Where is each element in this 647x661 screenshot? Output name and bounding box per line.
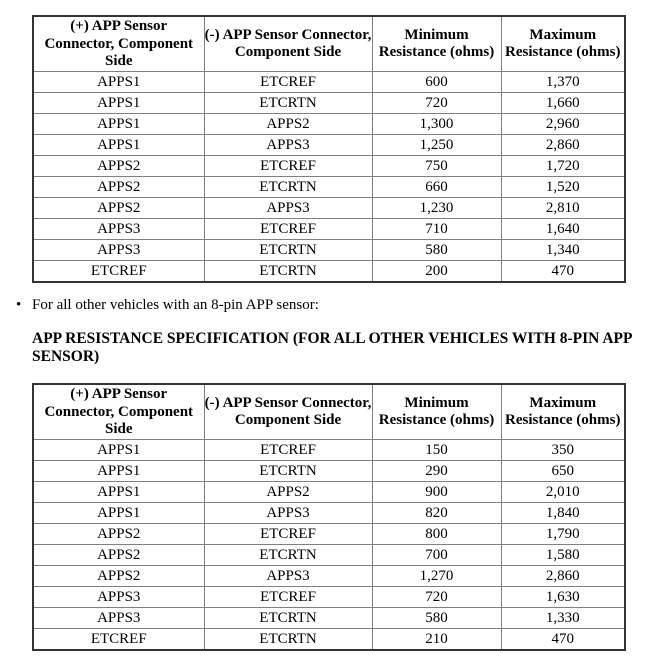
positive-connector-cell: APPS1 xyxy=(33,439,204,460)
negative-connector-cell: APPS3 xyxy=(204,197,372,218)
maximum-resistance-cell: 1,640 xyxy=(501,218,625,239)
negative-connector-cell: ETCRTN xyxy=(204,460,372,481)
table-row xyxy=(33,439,625,460)
table-row xyxy=(33,607,625,628)
maximum-resistance-cell: 2,960 xyxy=(501,113,625,134)
positive-connector-cell: APPS2 xyxy=(33,523,204,544)
negative-connector-cell: ETCREF xyxy=(204,71,372,92)
negative-connector-cell: APPS3 xyxy=(204,134,372,155)
minimum-resistance-cell: 1,250 xyxy=(372,134,501,155)
positive-connector-cell: ETCREF xyxy=(33,628,204,650)
negative-connector-cell: ETCRTN xyxy=(204,92,372,113)
maximum-resistance-cell: 650 xyxy=(501,460,625,481)
negative-connector-cell: ETCRTN xyxy=(204,239,372,260)
positive-connector-cell: APPS2 xyxy=(33,155,204,176)
minimum-resistance-cell: 720 xyxy=(372,586,501,607)
maximum-resistance-cell: 2,860 xyxy=(501,134,625,155)
header-minimum-resistance: Minimum Resistance (ohms) xyxy=(372,384,501,439)
negative-connector-cell: ETCRTN xyxy=(204,260,372,282)
table-row xyxy=(33,460,625,481)
minimum-resistance-cell: 660 xyxy=(372,176,501,197)
minimum-resistance-cell: 720 xyxy=(372,92,501,113)
minimum-resistance-cell: 900 xyxy=(372,481,501,502)
table-row xyxy=(33,481,625,502)
negative-connector-cell: APPS3 xyxy=(204,565,372,586)
table-row xyxy=(33,71,625,92)
table-row xyxy=(33,523,625,544)
minimum-resistance-cell: 200 xyxy=(372,260,501,282)
minimum-resistance-cell: 1,300 xyxy=(372,113,501,134)
bullet-item xyxy=(16,297,319,314)
negative-connector-cell: APPS2 xyxy=(204,113,372,134)
header-positive-connector: (+) APP Sensor Connector, Component Side xyxy=(33,384,204,439)
section-title: APP RESISTANCE SPECIFICATION (FOR ALL OTHER VEHICLES WITH 8-PIN APP SENSOR) xyxy=(32,330,632,365)
positive-connector-cell: APPS2 xyxy=(33,565,204,586)
header-negative-connector: (-) APP Sensor Connector, Component Side xyxy=(204,16,372,71)
minimum-resistance-cell: 600 xyxy=(372,71,501,92)
minimum-resistance-cell: 1,270 xyxy=(372,565,501,586)
negative-connector-cell: ETCREF xyxy=(204,439,372,460)
header-negative-connector: (-) APP Sensor Connector, Component Side xyxy=(204,384,372,439)
table-row xyxy=(33,260,625,282)
maximum-resistance-cell: 470 xyxy=(501,260,625,282)
minimum-resistance-cell: 580 xyxy=(372,607,501,628)
table-row xyxy=(33,544,625,565)
bullet-text: For all other vehicles with an 8-pin APP sensor: xyxy=(32,297,319,313)
maximum-resistance-cell: 1,330 xyxy=(501,607,625,628)
table-row xyxy=(33,113,625,134)
negative-connector-cell: ETCREF xyxy=(204,523,372,544)
table-row xyxy=(33,586,625,607)
negative-connector-cell: ETCRTN xyxy=(204,628,372,650)
maximum-resistance-cell: 2,810 xyxy=(501,197,625,218)
header-maximum-resistance: Maximum Resistance (ohms) xyxy=(501,16,625,71)
minimum-resistance-cell: 750 xyxy=(372,155,501,176)
minimum-resistance-cell: 150 xyxy=(372,439,501,460)
negative-connector-cell: ETCRTN xyxy=(204,176,372,197)
minimum-resistance-cell: 800 xyxy=(372,523,501,544)
table-row xyxy=(33,92,625,113)
positive-connector-cell: APPS1 xyxy=(33,92,204,113)
table-row xyxy=(33,628,625,650)
table-row xyxy=(33,502,625,523)
positive-connector-cell: APPS3 xyxy=(33,586,204,607)
positive-connector-cell: APPS2 xyxy=(33,544,204,565)
positive-connector-cell: APPS1 xyxy=(33,502,204,523)
maximum-resistance-cell: 1,370 xyxy=(501,71,625,92)
negative-connector-cell: APPS3 xyxy=(204,502,372,523)
maximum-resistance-cell: 1,630 xyxy=(501,586,625,607)
negative-connector-cell: ETCRTN xyxy=(204,607,372,628)
table-row xyxy=(33,134,625,155)
minimum-resistance-cell: 1,230 xyxy=(372,197,501,218)
negative-connector-cell: ETCREF xyxy=(204,586,372,607)
table-row xyxy=(33,565,625,586)
positive-connector-cell: APPS1 xyxy=(33,71,204,92)
maximum-resistance-cell: 1,840 xyxy=(501,502,625,523)
table-header-row xyxy=(33,384,625,439)
maximum-resistance-cell: 1,790 xyxy=(501,523,625,544)
maximum-resistance-cell: 1,720 xyxy=(501,155,625,176)
minimum-resistance-cell: 210 xyxy=(372,628,501,650)
table-row xyxy=(33,239,625,260)
negative-connector-cell: ETCREF xyxy=(204,218,372,239)
header-minimum-resistance: Minimum Resistance (ohms) xyxy=(372,16,501,71)
positive-connector-cell: APPS1 xyxy=(33,134,204,155)
maximum-resistance-cell: 2,860 xyxy=(501,565,625,586)
minimum-resistance-cell: 290 xyxy=(372,460,501,481)
table-row xyxy=(33,176,625,197)
positive-connector-cell: APPS2 xyxy=(33,176,204,197)
table-row xyxy=(33,197,625,218)
positive-connector-cell: APPS1 xyxy=(33,113,204,134)
positive-connector-cell: APPS3 xyxy=(33,218,204,239)
positive-connector-cell: APPS2 xyxy=(33,197,204,218)
app-resistance-table-1 xyxy=(32,15,626,283)
maximum-resistance-cell: 1,660 xyxy=(501,92,625,113)
maximum-resistance-cell: 350 xyxy=(501,439,625,460)
table-row xyxy=(33,155,625,176)
maximum-resistance-cell: 1,580 xyxy=(501,544,625,565)
positive-connector-cell: ETCREF xyxy=(33,260,204,282)
maximum-resistance-cell: 2,010 xyxy=(501,481,625,502)
negative-connector-cell: ETCREF xyxy=(204,155,372,176)
minimum-resistance-cell: 700 xyxy=(372,544,501,565)
header-maximum-resistance: Maximum Resistance (ohms) xyxy=(501,384,625,439)
header-positive-connector: (+) APP Sensor Connector, Component Side xyxy=(33,16,204,71)
positive-connector-cell: APPS1 xyxy=(33,460,204,481)
negative-connector-cell: ETCRTN xyxy=(204,544,372,565)
minimum-resistance-cell: 710 xyxy=(372,218,501,239)
negative-connector-cell: APPS2 xyxy=(204,481,372,502)
maximum-resistance-cell: 1,520 xyxy=(501,176,625,197)
table-header-row xyxy=(33,16,625,71)
positive-connector-cell: APPS3 xyxy=(33,239,204,260)
positive-connector-cell: APPS1 xyxy=(33,481,204,502)
table-row xyxy=(33,218,625,239)
minimum-resistance-cell: 820 xyxy=(372,502,501,523)
minimum-resistance-cell: 580 xyxy=(372,239,501,260)
maximum-resistance-cell: 1,340 xyxy=(501,239,625,260)
maximum-resistance-cell: 470 xyxy=(501,628,625,650)
positive-connector-cell: APPS3 xyxy=(33,607,204,628)
app-resistance-table-2 xyxy=(32,383,626,651)
bullet-icon: • xyxy=(16,297,22,313)
